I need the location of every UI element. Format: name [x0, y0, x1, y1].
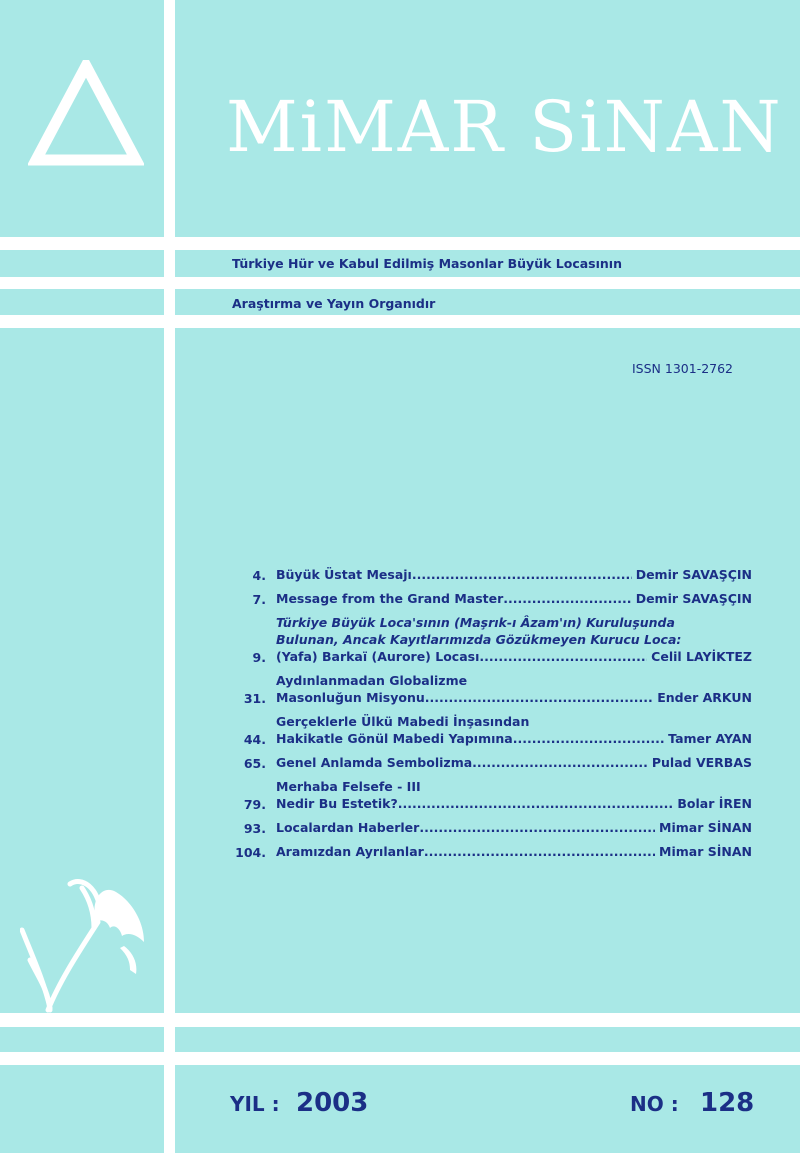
toc-leader-dots	[503, 590, 631, 607]
table-of-contents	[228, 566, 752, 867]
toc-page-number: 93.	[243, 821, 266, 836]
toc-title: Türkiye Büyük Loca'sının (Maşrık-ı Âzam'ın) Kuruluşunda	[276, 615, 675, 630]
toc-leader-dots	[424, 843, 655, 860]
toc-title: Message from the Grand Master	[276, 591, 504, 606]
toc-author: Demir SAVAŞÇIN	[635, 591, 752, 606]
toc-page-number: 7.	[252, 592, 266, 607]
toc-title: Nedir Bu Estetik?	[276, 796, 398, 811]
toc-title: Masonluğun Misyonu	[276, 690, 425, 705]
toc-title: (Yafa) Barkaï (Aurore) Locası	[276, 649, 480, 664]
year-label: YIL :	[230, 1092, 280, 1116]
issue-number-value: 128	[700, 1088, 755, 1118]
triangle-icon	[28, 60, 144, 166]
toc-entry	[228, 819, 752, 836]
toc-leader-dots	[479, 648, 647, 665]
toc-title: Bulunan, Ancak Kayıtlarımızda Gözükmeyen Kurucu Loca:	[276, 632, 682, 647]
toc-title: Gerçeklerle Ülkü Mabedi İnşasından	[276, 714, 530, 729]
toc-leader-dots	[472, 754, 648, 771]
horizontal-divider-line	[0, 1052, 800, 1065]
toc-page-number: 4.	[252, 568, 266, 583]
toc-leader-dots	[425, 689, 653, 706]
issn-number: ISSN 1301-2762	[632, 361, 734, 376]
toc-entry	[228, 754, 752, 771]
toc-leader-dots	[419, 819, 655, 836]
toc-entry	[228, 672, 752, 706]
toc-title: Aramızdan Ayrılanlar	[276, 844, 424, 859]
toc-page-number: 44.	[243, 732, 266, 747]
toc-author: Pulad VERBAS	[651, 755, 752, 770]
toc-author: Demir SAVAŞÇIN	[635, 567, 752, 582]
horizontal-divider-line	[0, 277, 800, 289]
toc-entry	[228, 713, 752, 747]
year-value: 2003	[296, 1088, 369, 1118]
tulip-icon	[20, 870, 170, 1020]
toc-entry	[228, 778, 752, 812]
masthead-title: MiMAR SiNAN	[226, 86, 783, 168]
toc-author: Celil LAYİKTEZ	[651, 649, 752, 664]
toc-entry	[228, 614, 752, 665]
toc-author: Ender ARKUN	[657, 690, 752, 705]
toc-page-number: 65.	[243, 756, 266, 771]
toc-entry	[228, 590, 752, 607]
toc-author: Tamer AYAN	[668, 731, 752, 746]
horizontal-divider-line	[0, 237, 800, 250]
toc-title: Büyük Üstat Mesajı	[276, 567, 412, 582]
toc-leader-dots	[398, 795, 674, 812]
subtitle-line-1: Türkiye Hür ve Kabul Edilmiş Masonlar Büyük Locasının	[232, 256, 622, 271]
toc-page-number: 31.	[243, 691, 266, 706]
toc-leader-dots	[412, 566, 632, 583]
issue-number-label: NO :	[630, 1092, 679, 1116]
toc-title: Hakikatle Gönül Mabedi Yapımına	[276, 731, 513, 746]
toc-page-number: 79.	[243, 797, 266, 812]
toc-page-number: 104.	[235, 845, 266, 860]
toc-entry	[228, 843, 752, 860]
toc-entry	[228, 566, 752, 583]
horizontal-divider-line	[0, 315, 800, 328]
toc-author: Bolar İREN	[677, 796, 752, 811]
toc-title: Merhaba Felsefe - III	[276, 779, 421, 794]
subtitle-line-2: Araştırma ve Yayın Organıdır	[232, 296, 436, 311]
toc-title: Localardan Haberler	[276, 820, 420, 835]
toc-author: Mimar SİNAN	[659, 844, 752, 859]
toc-page-number: 9.	[252, 650, 266, 665]
toc-title: Genel Anlamda Sembolizma	[276, 755, 473, 770]
toc-author: Mimar SİNAN	[659, 820, 752, 835]
toc-leader-dots	[513, 730, 664, 747]
toc-title: Aydınlanmadan Globalizme	[276, 673, 468, 688]
